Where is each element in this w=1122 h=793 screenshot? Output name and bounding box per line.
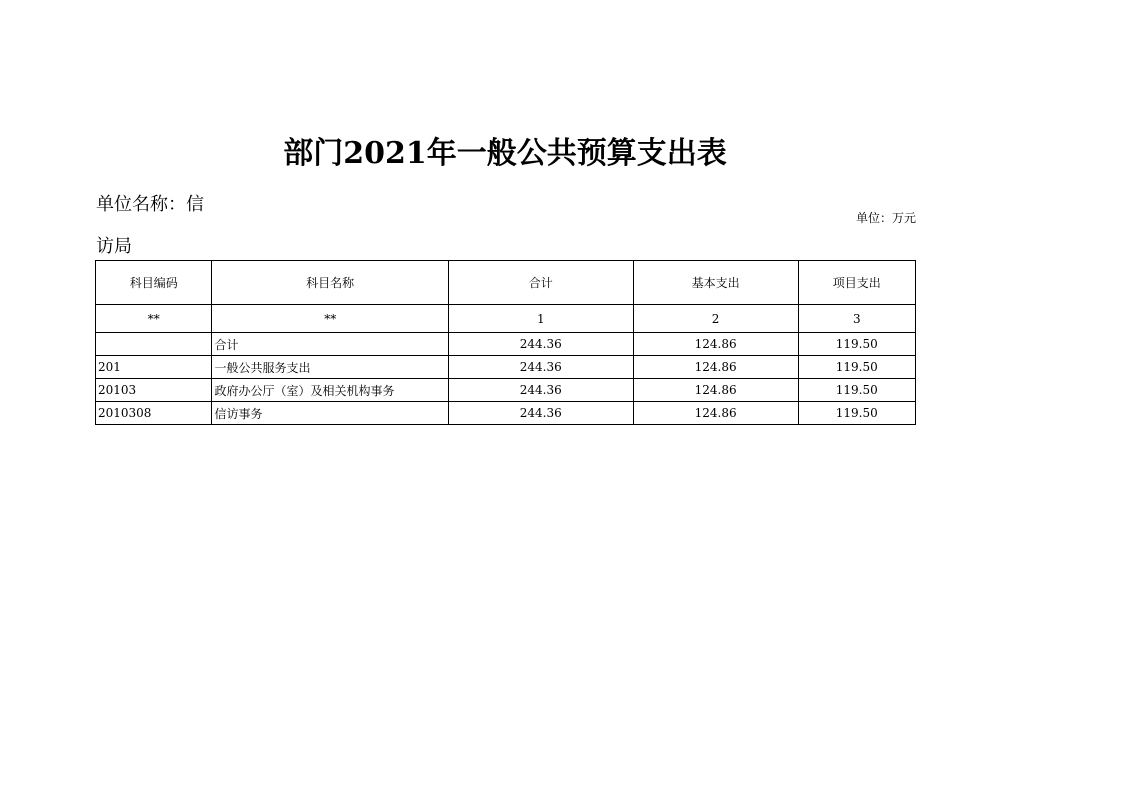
row-total: 244.36: [448, 333, 633, 356]
unit-name-line1: 单位名称：信: [96, 194, 204, 215]
budget-table: [95, 260, 916, 425]
header-code: 科目编码: [96, 261, 212, 305]
row-total: 244.36: [448, 402, 633, 425]
header-basic: 基本支出: [633, 261, 798, 305]
table-row: [96, 356, 916, 379]
row-code: 20103: [96, 379, 212, 402]
header-project: 项目支出: [798, 261, 915, 305]
header-total: 合计: [448, 261, 633, 305]
row-project: 119.50: [798, 379, 915, 402]
index-code: **: [96, 305, 212, 333]
row-name: 政府办公厅（室）及相关机构事务: [212, 379, 449, 402]
index-basic: 2: [633, 305, 798, 333]
header-name: 科目名称: [212, 261, 449, 305]
row-basic: 124.86: [633, 333, 798, 356]
row-total: 244.36: [448, 356, 633, 379]
table-header-row: [96, 261, 916, 305]
index-name: **: [212, 305, 449, 333]
row-code: 2010308: [96, 402, 212, 425]
row-basic: 124.86: [633, 356, 798, 379]
row-basic: 124.86: [633, 402, 798, 425]
unit-name: [96, 184, 236, 268]
index-total: 1: [448, 305, 633, 333]
row-name: 一般公共服务支出: [212, 356, 449, 379]
row-project: 119.50: [798, 333, 915, 356]
row-total: 244.36: [448, 379, 633, 402]
unit-name-line2: 访局: [96, 236, 132, 257]
row-project: 119.50: [798, 356, 915, 379]
page-title: 部门2021年一般公共预算支出表: [283, 136, 727, 171]
row-project: 119.50: [798, 402, 915, 425]
table-row: [96, 402, 916, 425]
table-row: [96, 333, 916, 356]
table-row: [96, 379, 916, 402]
index-project: 3: [798, 305, 915, 333]
currency-unit-label: 单位：万元: [855, 211, 916, 225]
table-index-row: [96, 305, 916, 333]
row-name: 信访事务: [212, 402, 449, 425]
row-name: 合计: [212, 333, 449, 356]
row-code: 201: [96, 356, 212, 379]
row-code: [96, 333, 212, 356]
row-basic: 124.86: [633, 379, 798, 402]
